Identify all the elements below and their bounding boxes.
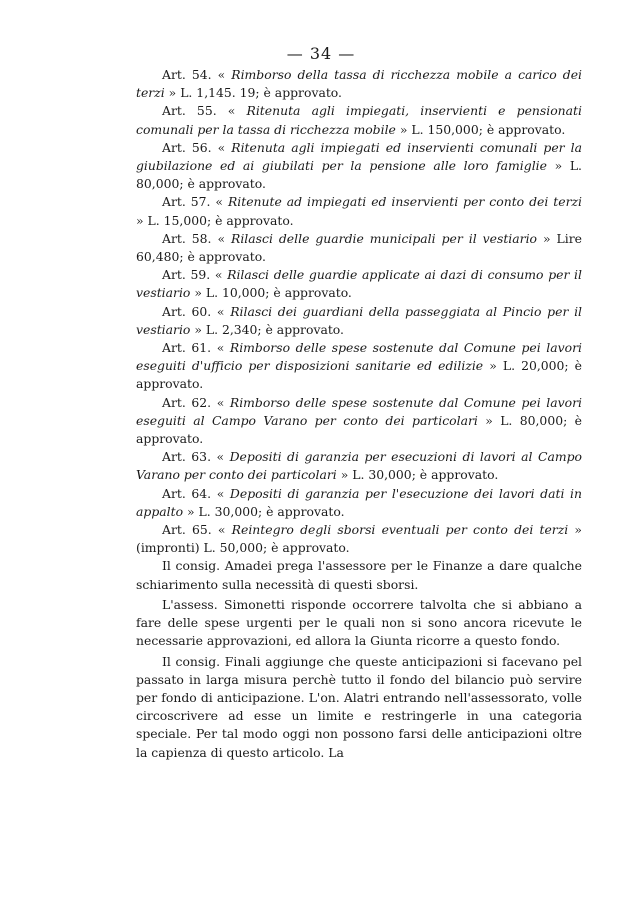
article-number: Art. 58. bbox=[162, 230, 212, 246]
article-number: Art. 62. bbox=[162, 394, 212, 410]
article-item: Art. 60. « Rilasci dei guardiani della passeggiata al Pincio per il vestiario » L. 2,340; è approvato. bbox=[136, 303, 582, 337]
article-amount: (impronti) L. 50,000; è approvato. bbox=[136, 540, 350, 556]
article-amount: L. 150,000; è approvato. bbox=[411, 121, 566, 137]
paragraph-simonetti: L'assess. Simonetti risponde occorrere talvolta che si abbiano a fare delle spese urgenti per le quali non si sono ancora ricevute le necessarie approvazioni, ed allora la Giunta ricorre a questo fondo. bbox=[136, 596, 582, 649]
article-title: Rimborso della tassa di ricchezza mobile a carico dei terzi bbox=[136, 67, 582, 101]
article-title: Reintegro degli sborsi eventuali per conto dei terzi bbox=[231, 522, 569, 538]
article-number: Art. 56. bbox=[162, 139, 212, 155]
article-number: Art. 59. bbox=[162, 267, 211, 283]
article-item: Art. 59. « Rilasci delle guardie applicate ai dazi di consumo per il vestiario » L. 10,000; è approvato. bbox=[136, 267, 582, 301]
article-title: Rimborso delle spese sostenute dal Comune pei lavori eseguiti al Campo Varano per conto dei particolari bbox=[136, 394, 582, 428]
article-number: Art. 65. bbox=[162, 522, 212, 538]
body-text bbox=[136, 66, 582, 762]
article-title: Depositi di garanzia per l'esecuzione dei lavori dati in appalto bbox=[136, 485, 582, 519]
article-number: Art. 54. bbox=[162, 67, 212, 82]
article-number: Art. 55. bbox=[162, 103, 217, 119]
paragraph-finali: Il consig. Finali aggiunge che queste anticipazioni si facevano pel passato in larga misura perchè tutto il fondo del bilancio può servire per fondo di anticipazione. L'on. Alatri entrando nell'assessorato, volle circoscrivere ad esse un limite e restringerle in una categoria speciale. Per tal modo oggi non possono farsi delle anticipazioni oltre la capienza di questo articolo. La bbox=[136, 653, 582, 760]
article-number: Art. 61. bbox=[162, 340, 212, 356]
article-amount: L. 2,340; è approvato. bbox=[205, 321, 344, 337]
article-item: Art. 54. « Rimborso della tassa di ricchezza mobile a carico dei terzi » L. 1,145. 19; è approvato. bbox=[136, 67, 582, 101]
article-amount: L. 10,000; è approvato. bbox=[205, 285, 352, 301]
article-title: Rilasci delle guardie applicate ai dazi di consumo per il vestiario bbox=[136, 267, 582, 301]
article-amount: L. 15,000; è approvato. bbox=[147, 212, 294, 228]
articles-list bbox=[136, 66, 582, 557]
article-amount: L. 20,000; è approvato. bbox=[136, 358, 582, 392]
article-title: Ritenute ad impiegati ed inservienti per conto dei terzi bbox=[227, 194, 582, 210]
article-amount: L. 80,000; è approvato. bbox=[136, 158, 582, 192]
article-title: Ritenuta agli impiegati, inservienti e pensionati comunali per la tassa di ricchezza mobile bbox=[136, 103, 582, 137]
article-item: Art. 55. « Ritenuta agli impiegati, inservienti e pensionati comunali per la tassa di ricchezza mobile » L. 150,000; è approvato. bbox=[136, 103, 582, 137]
article-amount: L. 30,000; è approvato. bbox=[352, 467, 499, 483]
article-number: Art. 64. bbox=[162, 485, 212, 501]
article-amount: L. 30,000; è approvato. bbox=[198, 503, 345, 519]
article-amount: Lire 60,480; è approvato. bbox=[136, 230, 582, 265]
article-item: Art. 62. « Rimborso delle spese sostenute dal Comune pei lavori eseguiti al Campo Varano per conto dei particolari » L. 80,000; è approvato. bbox=[136, 394, 582, 447]
article-title: Rilasci dei guardiani della passeggiata al Pincio per il vestiario bbox=[136, 303, 582, 337]
article-item: Art. 63. « Depositi di garanzia per esecuzioni di lavori al Campo Varano per conto dei particolari » L. 30,000; è approvato. bbox=[136, 449, 582, 483]
article-amount: L. 1,145. 19; è approvato. bbox=[180, 85, 342, 101]
article-title: Rimborso delle spese sostenute dal Comune pei lavori eseguiti d'ufficio per disposizioni sanitarie ed edilizie bbox=[136, 340, 582, 374]
article-item: Art. 57. « Ritenute ad impiegati ed inservienti per conto dei terzi » L. 15,000; è approvato. bbox=[136, 194, 582, 228]
article-title: Depositi di garanzia per esecuzioni di lavori al Campo Varano per conto dei particolari bbox=[136, 449, 582, 483]
article-title: Rilasci delle guardie municipali per il vestiario bbox=[231, 230, 538, 246]
article-item: Art. 65. « Reintegro degli sborsi eventuali per conto dei terzi » (impronti) L. 50,000; è approvato. bbox=[136, 522, 582, 556]
article-number: Art. 60. bbox=[162, 303, 212, 319]
article-item: Art. 56. « Ritenuta agli impiegati ed inservienti comunali per la giubilazione ed ai giubilati per la pensione alle loro famiglie » L. 80,000; è approvato. bbox=[136, 139, 582, 192]
article-item: Art. 64. « Depositi di garanzia per l'esecuzione dei lavori dati in appalto » L. 30,000; è approvato. bbox=[136, 485, 582, 519]
page-number: — 34 — bbox=[286, 44, 356, 63]
article-title: Ritenuta agli impiegati ed inservienti comunali per la giubilazione ed ai giubilati per la pensione alle loro famiglie bbox=[136, 139, 582, 174]
article-number: Art. 63. bbox=[162, 449, 212, 465]
article-item: Art. 58. « Rilasci delle guardie municipali per il vestiario » Lire 60,480; è approvato. bbox=[136, 230, 582, 265]
article-item: Art. 61. « Rimborso delle spese sostenute dal Comune pei lavori eseguiti d'ufficio per disposizioni sanitarie ed edilizie » L. 20,000; è approvato. bbox=[136, 340, 582, 392]
article-number: Art. 57. bbox=[162, 194, 211, 210]
paragraph-amadei: Il consig. Amadei prega l'assessore per le Finanze a dare qualche schiarimento sulla necessità di questi sborsi. bbox=[136, 558, 582, 592]
article-amount: L. 80,000; è approvato. bbox=[136, 412, 582, 447]
